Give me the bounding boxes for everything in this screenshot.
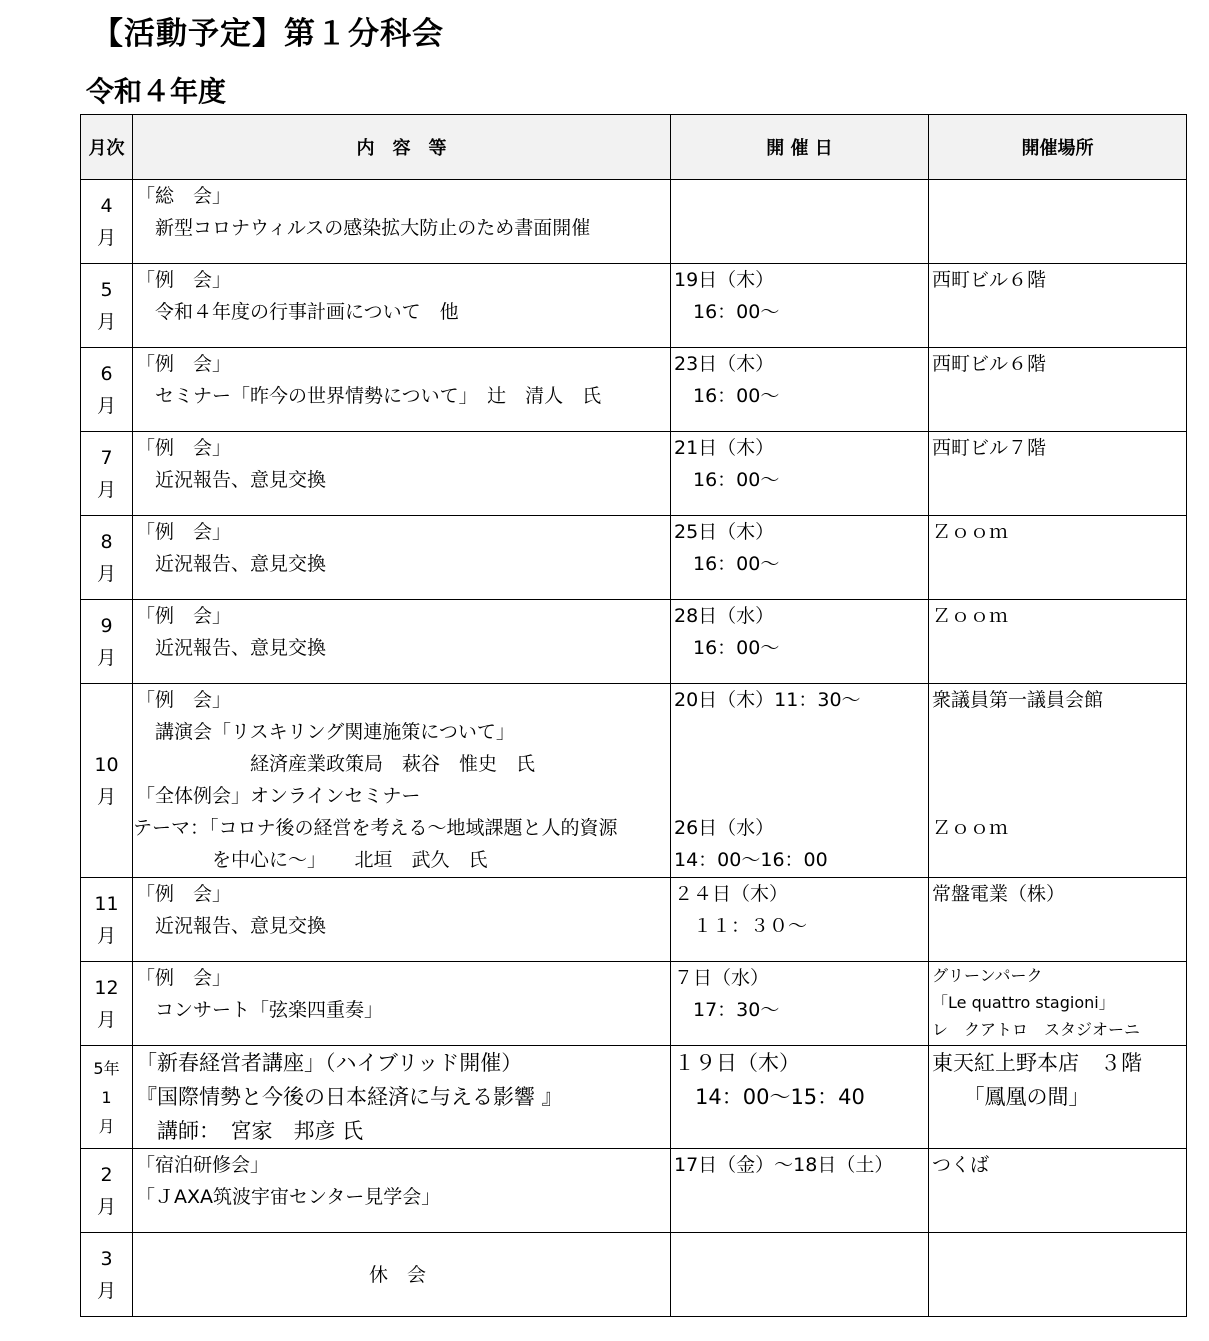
content-line: 「総 会」 (136, 185, 232, 207)
month-number: 2 (100, 1163, 113, 1186)
month-unit: 月 (96, 1279, 116, 1302)
content-cell (133, 962, 671, 1046)
month-cell (81, 1149, 133, 1233)
date-line: 25日（木） (674, 521, 775, 543)
date-cell (671, 1149, 929, 1233)
time-line: 16：00～ (674, 637, 780, 659)
schedule-table (80, 114, 1187, 1317)
date-cell (671, 264, 929, 348)
date-line (674, 716, 925, 748)
content-line: 「例 会」 (136, 689, 232, 711)
date-line: 19日（木） (674, 269, 775, 291)
month-number: 9 (100, 614, 113, 637)
month-unit: 月 (96, 478, 116, 501)
month-unit: 月 (96, 310, 116, 333)
table-row (81, 1149, 1187, 1233)
month-number: 3 (100, 1247, 113, 1270)
content-line: 「例 会」 (136, 967, 232, 989)
month-unit: 月 (96, 1195, 116, 1218)
place-cell (929, 1046, 1187, 1149)
month-number: 5 (100, 278, 113, 301)
place-line: 「鳳凰の間」 (932, 1085, 1090, 1109)
content-line: 講師： 宮家 邦彦 氏 (136, 1119, 364, 1143)
content-line: 近況報告、意見交換 (136, 553, 327, 575)
month-cell (81, 348, 133, 432)
date-line (674, 780, 925, 812)
date-line: 21日（木） (674, 437, 775, 459)
month-cell (81, 962, 133, 1046)
content-line: 「ＪAXA筑波宇宙センター見学会」 (136, 1186, 441, 1208)
content-line: 近況報告、意見交換 (136, 637, 327, 659)
month-year: 5年 (93, 1058, 120, 1078)
place-line: 西町ビル７階 (932, 437, 1047, 459)
time-line: １１：３０～ (674, 915, 808, 937)
content-line: 経済産業政策局 萩谷 惟史 氏 (136, 753, 536, 775)
date-cell (671, 684, 929, 878)
time-line: 16：00～ (674, 469, 780, 491)
content-line: 「全体例会」オンラインセミナー (136, 785, 421, 807)
table-row (81, 516, 1187, 600)
place-line: Ｚｏｏｍ (932, 521, 1009, 543)
header-content: 内 容 等 (133, 115, 671, 180)
place-line (932, 748, 1183, 780)
place-line: つくば (932, 1154, 990, 1176)
header-month: 月次 (81, 115, 133, 180)
month-number: 12 (94, 976, 119, 999)
month-cell (81, 878, 133, 962)
table-row (81, 878, 1187, 962)
place-cell (929, 180, 1187, 264)
content-line: 講演会「リスキリング関連施策について」 (136, 721, 515, 743)
month-number: 8 (100, 530, 113, 553)
month-number: 11 (94, 892, 119, 915)
header-place: 開催場所 (929, 115, 1187, 180)
month-cell (81, 180, 133, 264)
month-unit: 月 (96, 924, 116, 947)
place-line: 常盤電業（株） (932, 883, 1066, 905)
table-row (81, 600, 1187, 684)
table-row (81, 1046, 1187, 1149)
date-cell (671, 432, 929, 516)
time-line: 16：00～ (674, 301, 780, 323)
date-line: １９日（木） (674, 1051, 800, 1075)
month-unit: 月 (96, 226, 116, 249)
place-line (932, 844, 1183, 876)
content-cell (133, 1149, 671, 1233)
place-cell (929, 432, 1187, 516)
month-number: 1 (101, 1087, 112, 1107)
content-line: 『国際情勢と今後の日本経済に与える影響 』 (136, 1085, 563, 1109)
month-cell (81, 684, 133, 878)
content-cell (133, 600, 671, 684)
month-unit: 月 (96, 646, 116, 669)
month-unit: 月 (96, 394, 116, 417)
content-line: を中心に～」 北垣 武久 氏 (136, 849, 488, 871)
table-row (81, 684, 1187, 878)
place-line (932, 780, 1183, 812)
content-line: テーマ：「コロナ後の経営を考える～地域課題と人的資源 (133, 817, 618, 839)
content-cell (133, 264, 671, 348)
content-line: 「新春経営者講座」（ハイブリッド開催） (136, 1051, 523, 1075)
content-line: 「例 会」 (136, 269, 232, 291)
month-unit: 月 (96, 785, 116, 808)
month-cell (81, 432, 133, 516)
month-number: 4 (100, 194, 113, 217)
date-cell (671, 180, 929, 264)
month-number: 10 (94, 753, 119, 776)
time-line: 14：00～16：00 (674, 849, 828, 871)
content-line: 「例 会」 (136, 437, 232, 459)
content-cell (133, 1233, 671, 1317)
header-row (81, 115, 1187, 180)
place-line: 西町ビル６階 (932, 269, 1047, 291)
content-line: 「宿泊研修会」 (136, 1154, 270, 1176)
month-unit: 月 (96, 562, 116, 585)
place-cell (929, 878, 1187, 962)
content-cell (133, 684, 671, 878)
time-line: 16：00～ (674, 553, 780, 575)
date-cell (671, 962, 929, 1046)
content-line: 近況報告、意見交換 (136, 469, 327, 491)
place-line: Ｚｏｏｍ (932, 605, 1009, 627)
date-cell (671, 516, 929, 600)
content-line: 「例 会」 (136, 605, 232, 627)
place-cell (929, 684, 1187, 878)
content-line: 「例 会」 (136, 521, 232, 543)
content-cell (133, 1046, 671, 1149)
time-line: 16：00～ (674, 385, 780, 407)
date-cell (671, 1046, 929, 1149)
month-cell (81, 516, 133, 600)
month-cell (81, 1233, 133, 1317)
date-line: 28日（水） (674, 605, 775, 627)
place-cell (929, 962, 1187, 1046)
content-line: 「例 会」 (136, 353, 232, 375)
content-line: コンサート「弦楽四重奏」 (136, 999, 384, 1021)
place-line: 西町ビル６階 (932, 353, 1047, 375)
date-line: 23日（木） (674, 353, 775, 375)
content-line: 令和４年度の行事計画について 他 (136, 301, 459, 323)
month-cell (81, 264, 133, 348)
page-title: 【活動予定】第１分科会 (92, 16, 444, 52)
content-line: 新型コロナウィルスの感染拡大防止のため書面開催 (136, 217, 591, 239)
month-cell (81, 600, 133, 684)
table-row (81, 1233, 1187, 1317)
date-line (674, 748, 925, 780)
content-line: セミナー「昨今の世界情勢について」 辻 清人 氏 (136, 385, 602, 407)
table-row (81, 962, 1187, 1046)
place-cell (929, 264, 1187, 348)
time-line: 14：00～15：40 (674, 1085, 865, 1109)
content-line: 休 会 (369, 1263, 427, 1286)
place-line: 東天紅上野本店 ３階 (932, 1051, 1142, 1075)
place-cell (929, 1233, 1187, 1317)
content-cell (133, 878, 671, 962)
month-number: 7 (100, 446, 113, 469)
date-line: 17日（金）～18日（土） (674, 1154, 894, 1176)
month-cell (81, 1046, 133, 1149)
table-row (81, 432, 1187, 516)
content-cell (133, 348, 671, 432)
place-line: 「Le quattro stagioni」 (932, 993, 1115, 1012)
table-row (81, 180, 1187, 264)
place-cell (929, 600, 1187, 684)
month-unit: 月 (96, 1008, 116, 1031)
date-cell (671, 1233, 929, 1317)
place-cell (929, 1149, 1187, 1233)
content-cell (133, 432, 671, 516)
place-line: レ クアトロ スタジオーニ (932, 1020, 1141, 1039)
place-cell (929, 516, 1187, 600)
content-line: 「例 会」 (136, 883, 232, 905)
header-date: 開 催 日 (671, 115, 929, 180)
place-line: 衆議員第一議員会館 (932, 689, 1104, 711)
place-cell (929, 348, 1187, 432)
place-line: グリーンパーク (932, 966, 1043, 985)
month-unit: 月 (98, 1116, 115, 1136)
date-line: ７日（水） (674, 967, 770, 989)
date-cell (671, 600, 929, 684)
table-row (81, 264, 1187, 348)
table-row (81, 348, 1187, 432)
place-line (932, 716, 1183, 748)
month-number: 6 (100, 362, 113, 385)
date-cell (671, 348, 929, 432)
time-line: 17：30～ (674, 999, 780, 1021)
content-cell (133, 180, 671, 264)
content-line: 近況報告、意見交換 (136, 915, 327, 937)
date-line: ２４日（木） (674, 883, 789, 905)
content-cell (133, 516, 671, 600)
date-line: 26日（水） (674, 817, 775, 839)
fiscal-year-heading: 令和４年度 (86, 75, 227, 108)
date-line: 20日（木）11：30～ (674, 689, 861, 711)
date-cell (671, 878, 929, 962)
place-line: Ｚｏｏｍ (932, 817, 1009, 839)
